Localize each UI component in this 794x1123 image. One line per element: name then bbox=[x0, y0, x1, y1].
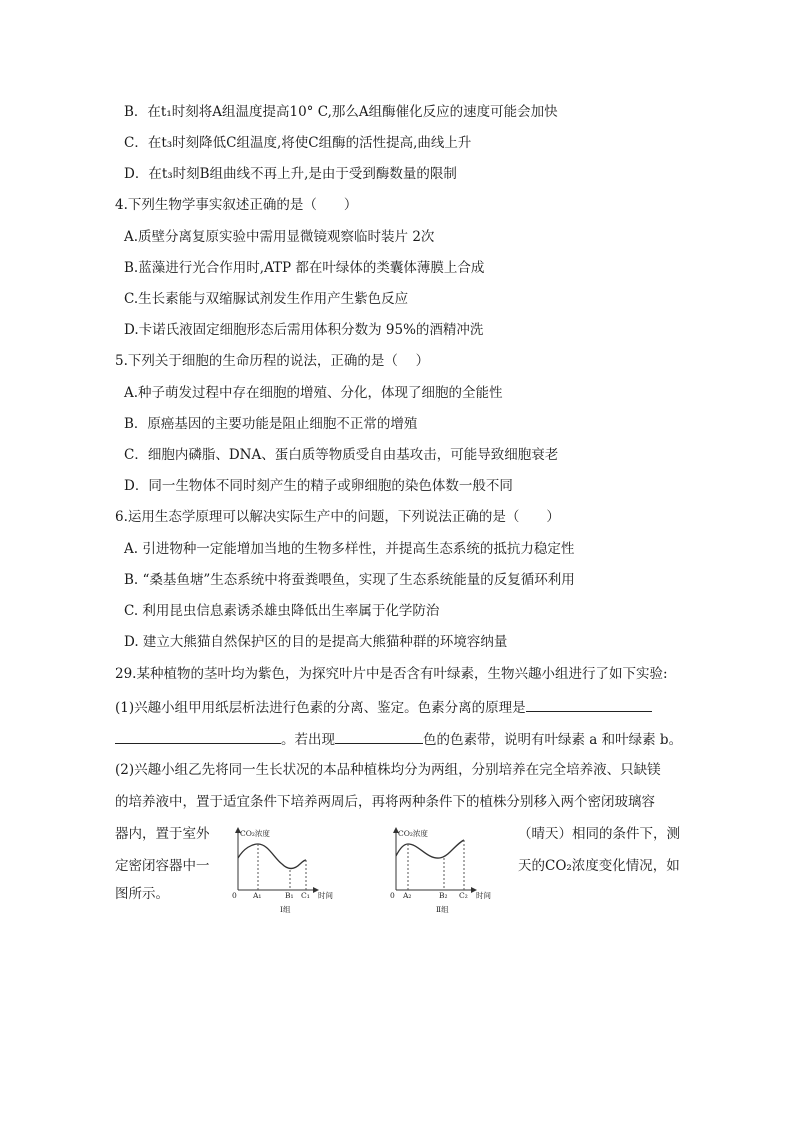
q5-option-d: D．同一生物体不同时刻产生的精子或卵细胞的染色体数一般不同 bbox=[124, 478, 513, 494]
q6-stem: 6.运用生态学原理可以解决实际生产中的问题，下列说法正确的是（ ） bbox=[115, 509, 560, 525]
tick-c: C₂ bbox=[459, 891, 468, 900]
tick-a: A₁ bbox=[253, 891, 262, 900]
co2-graph-group-1 bbox=[228, 826, 358, 918]
co2-curve bbox=[396, 840, 464, 858]
q4-option-b: B.蓝藻进行光合作用时,ATP 都在叶绿体的类囊体薄膜上合成 bbox=[124, 260, 485, 276]
q29-part2-line3b: （晴天）相同的条件下，测 bbox=[518, 826, 680, 842]
q29-part1-text-b: 。若出现 bbox=[281, 732, 335, 748]
q6-option-d: D. 建立大熊猫自然保护区的目的是提高大熊猫种群的环境容纳量 bbox=[124, 634, 508, 650]
tick-c: C₁ bbox=[301, 891, 310, 900]
x-axis-label: 时间 bbox=[476, 891, 491, 900]
y-axis-label: CO₂浓度 bbox=[398, 829, 428, 838]
q29-part1-text-a: (1)兴趣小组甲用纸层析法进行色素的分离、鉴定。色素分离的原理是 bbox=[115, 700, 526, 716]
q29-part2-line2: 的培养液中，置于适宜条件下培养两周后，再将两种条件下的植株分别移入两个密闭玻璃容 bbox=[115, 794, 655, 810]
tick-b: B₁ bbox=[285, 891, 294, 900]
q5-option-c: C．细胞内磷脂、DNA、蛋白质等物质受自由基攻击，可能导致细胞衰老 bbox=[124, 447, 559, 463]
q29-part2-line4b: 天的CO₂浓度变化情况，如 bbox=[518, 858, 680, 874]
y-axis-label: CO₂浓度 bbox=[240, 829, 270, 838]
q5-option-a: A.种子萌发过程中存在细胞的增殖、分化，体现了细胞的全能性 bbox=[124, 385, 503, 401]
q6-option-b: B. “桑基鱼塘”生态系统中将蚕粪喂鱼，实现了生态系统能量的反复循环利用 bbox=[124, 572, 575, 588]
q4-option-d: D.卡诺氏液固定细胞形态后需用体积分数为 95%的酒精冲洗 bbox=[124, 322, 484, 338]
figure-caption: Ⅱ组 bbox=[436, 905, 449, 914]
q29-part2-line3a: 器内，置于室外 bbox=[115, 826, 210, 842]
q29-part1-line1 bbox=[115, 697, 652, 717]
q5-stem: 5.下列关于细胞的生命历程的说法，正确的是（ ） bbox=[115, 353, 430, 369]
q5-option-b: B．原癌基因的主要功能是阻止细胞不正常的增殖 bbox=[124, 416, 418, 432]
q3-option-d: D．在t₃时刻B组曲线不再上升,是由于受到酶数量的限制 bbox=[124, 166, 457, 182]
q29-part1-line2 bbox=[115, 729, 682, 749]
x-axis-label: 时间 bbox=[318, 891, 333, 900]
q4-stem: 4.下列生物学事实叙述正确的是（ ） bbox=[115, 197, 358, 213]
tick-a: A₂ bbox=[403, 891, 412, 900]
answer-blank-principle-1[interactable] bbox=[526, 697, 652, 712]
q29-part2-line4a: 定密闭容器中一 bbox=[115, 858, 210, 874]
figure-caption: Ⅰ组 bbox=[280, 905, 291, 914]
answer-blank-color[interactable] bbox=[335, 729, 423, 744]
origin-label: 0 bbox=[232, 891, 237, 900]
q6-option-a: A. 引进物种一定能增加当地的生物多样性，并提高生态系统的抵抗力稳定性 bbox=[124, 541, 575, 557]
answer-blank-principle-2[interactable] bbox=[115, 729, 281, 744]
tick-b: B₂ bbox=[439, 891, 448, 900]
co2-graph-group-2 bbox=[386, 826, 516, 918]
q4-option-c: C.生长素能与双缩脲试剂发生作用产生紫色反应 bbox=[124, 291, 409, 307]
q3-option-b: B．在t₁时刻将A组温度提高10° C,那么A组酶催化反应的速度可能会加快 bbox=[124, 104, 558, 120]
q3-option-c: C．在t₃时刻降低C组温度,将使C组酶的活性提高,曲线上升 bbox=[124, 135, 472, 151]
q29-part2-line1: (2)兴趣小组乙先将同一生长状况的本品种植株均分为两组，分别培养在完全培养液、只缺镁 bbox=[115, 762, 661, 778]
q6-option-c: C. 利用昆虫信息素诱杀雄虫降低出生率属于化学防治 bbox=[124, 603, 440, 619]
q4-option-a: A.质壁分离复原实验中需用显微镜观察临时装片 2次 bbox=[124, 229, 435, 245]
q29-part2-line5: 图所示。 bbox=[115, 886, 169, 902]
co2-curve bbox=[238, 844, 306, 869]
q29-stem: 29.某种植物的茎叶均为紫色，为探究叶片中是否含有叶绿素，生物兴趣小组进行了如下实验: bbox=[115, 666, 668, 682]
origin-label: 0 bbox=[390, 891, 395, 900]
q29-part1-text-c: 色的色素带，说明有叶绿素 a 和叶绿素 b。 bbox=[423, 732, 683, 748]
